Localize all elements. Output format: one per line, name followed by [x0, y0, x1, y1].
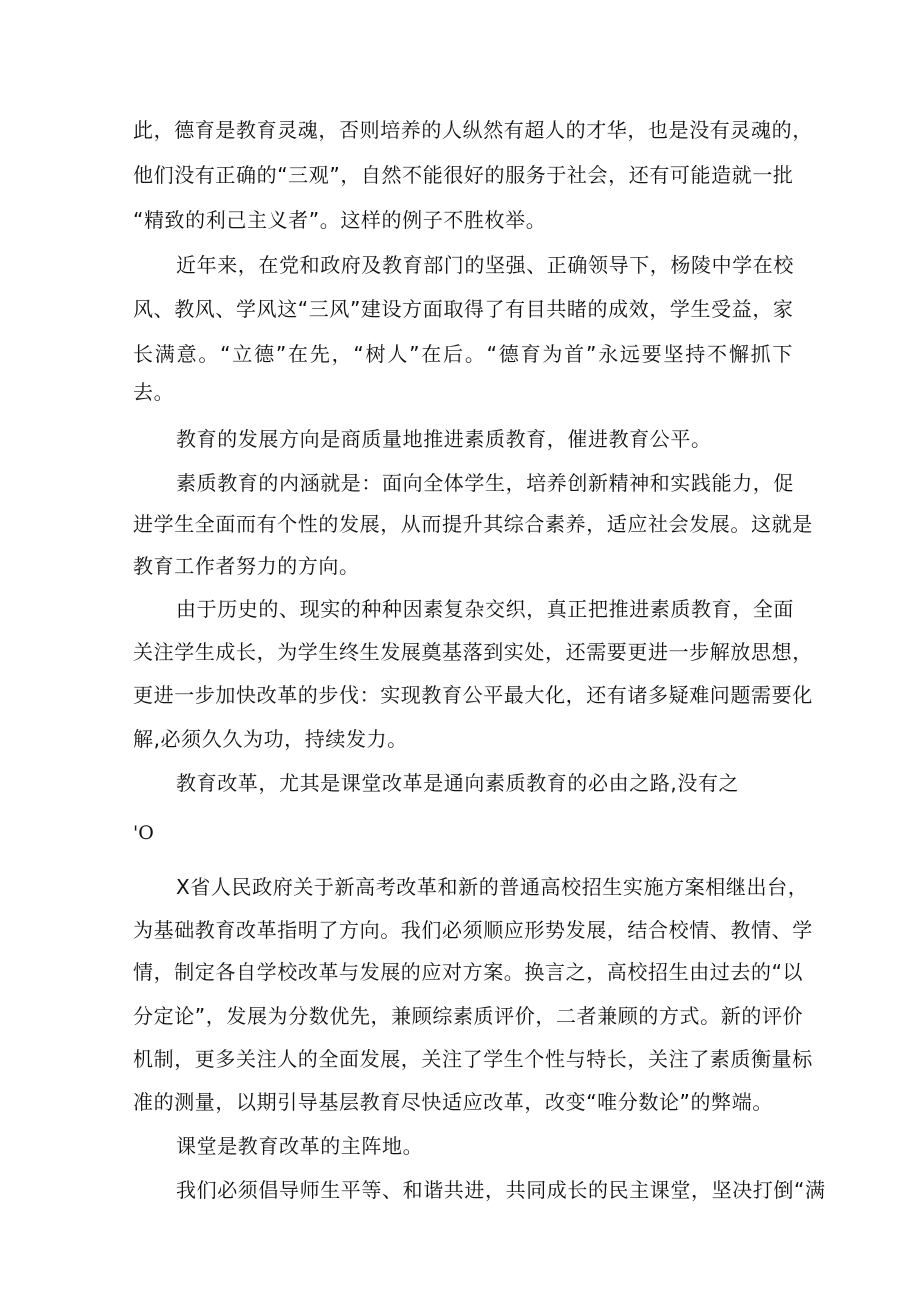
paragraph-line: 情，制定各自学校改革与发展的应对方案。换言之，高校招生由过去的“以	[133, 960, 804, 984]
paragraph-line: 课堂是教育改革的主阵地。	[176, 1134, 424, 1158]
paragraph-line: 更进一步加快改革的步伐：实现教育公平最大化，还有诸多疑难问题需要化	[133, 683, 813, 707]
paragraph-line: 关注学生成长，为学生终生发展奠基落到实处，还需要更进一步解放思想，	[133, 640, 813, 664]
stray-ocr-mark: 'O	[133, 822, 154, 844]
paragraph-line: 他们没有正确的“三观”，自然不能很好的服务于社会，还有可能造就一批	[133, 163, 794, 187]
paragraph-line: 进学生全面而有个性的发展，从而提升其综合素养，适应社会发展。这就是	[133, 512, 813, 536]
paragraph-line: 风、教风、学风这“三风”建设方面取得了有目共睹的成效，学生受益，家	[133, 297, 794, 321]
paragraph-line: 机制，更多关注人的全面发展，关注了学生个性与特长，关注了素质衡量标	[133, 1047, 813, 1071]
paragraph-line: 教育的发展方向是商质量地推进素质教育，催进教育公平。	[176, 427, 712, 451]
paragraph-line: 此，德育是教育灵魂，否则培养的人纵然有超人的才华，也是没有灵魂的，	[133, 118, 813, 142]
paragraph-line: 由于历史的、现实的种种因素复杂交织，真正把推进素质教育，全面	[176, 597, 794, 621]
paragraph-line: 我们必须倡导师生平等、和谐共进，共同成长的民主课堂，坚决打倒“满	[176, 1178, 826, 1202]
paragraph-line: 素质教育的内涵就是：面向全体学生，培养创新精神和实践能力，促	[176, 471, 794, 495]
paragraph-line: 准的测量，以期引导基层教育尽快适应改革，改变“唯分数论”的弊端。	[133, 1090, 773, 1114]
paragraph-line: 长满意。“立德”在先，“树人”在后。“德育为首”永远要坚持不懈抓下	[133, 342, 793, 366]
paragraph-line: 教育工作者努力的方向。	[133, 554, 360, 578]
paragraph-line: 去。	[133, 380, 175, 404]
paragraph-line: 分定论”，发展为分数优先，兼顾综素质评价，二者兼顾的方式。新的评价	[133, 1004, 804, 1028]
paragraph-line: 为基础教育改革指明了方向。我们必须顺应形势发展，结合校情、教情、学	[133, 918, 813, 942]
paragraph-line: X省人民政府关于新高考改革和新的普通高校招生实施方案相继出台，	[176, 875, 809, 899]
paragraph-line: 近年来，在党和政府及教育部门的坚强、正确领导下，杨陵中学在校	[176, 253, 794, 277]
paragraph-line: 解,必须久久为功，持续发力。	[133, 727, 408, 751]
paragraph-line: “精致的利己主义者”。这样的例子不胜枚举。	[133, 208, 547, 232]
paragraph-line: 教育改革，尤其是课堂改革是通向素质教育的必由之路,没有之	[176, 771, 740, 795]
